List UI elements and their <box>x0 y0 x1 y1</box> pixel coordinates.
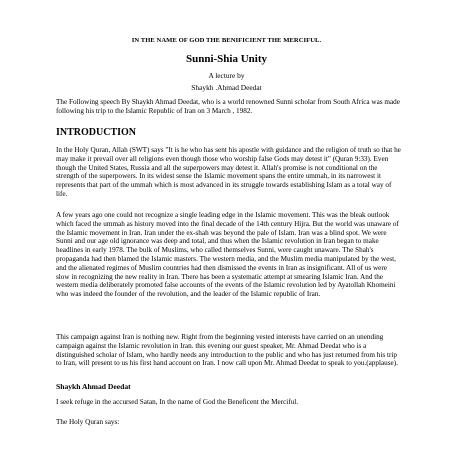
intro-note: The Following speech By Shaykh Ahmad Deedat, who is a world renowned Sunni scholar from South Africa was made following his trip to the Islamic Republic of Iran on 3 March , 1982. <box>56 98 400 115</box>
bismillah-header: IN THE NAME OF GOD THE BENIFICIENT THE MERCIFUL. <box>131 37 322 44</box>
byline: A lecture by <box>208 71 245 80</box>
speaker-heading: Shaykh Ahmad Deedat <box>56 382 131 391</box>
document-title: Sunni-Shia Unity <box>185 53 267 65</box>
author-name: Shaykh .Ahmad Deedat <box>191 83 262 92</box>
closing-line: The Holy Quran says: <box>56 418 120 426</box>
speaker-opening: I seek refuge in the accursed Satan, In the name of God the Beneficent the Merciful. <box>56 398 299 406</box>
paragraph-3: This campaign against Iran is nothing new. Right from the beginning vested interests have carried on an unending campaign against the Islamic revolution in Iran. this evening our guest speaker, Mr. Ahmad Deedat who is a distinguished scholar of Islam, who hardly needs any introduction to the public and who has just returned from his trip to Iran, will present to us his first hand account on Iran. I now call upon Mr. Ahmad Deedat to speak to you.(applause). <box>56 333 398 368</box>
paragraph-2: A few years ago one could not recognize a single leading edge in the Islamic movement. This was the bleak outlook which faced the ummah as history moved into the final decade of the 14th century Hijra. But the world was unaware of the Islamic movement in Iran. Iran under the ex-shah was beyond the pale of Islam. Iran was a blind spot. We were Sunni and our age old ignorance was deep and total, and thus when the Islamic revolution in Iran began to make headlines in early 1978. The bulk of Muslims, who called themselves Sunni, were caught unaware. The Shah's propaganda had then blamed the Islamic masters. The western media, and the Muslim media manipulated by the west, and the alienated regimes of Muslim countries had then dismissed the events in Iran as insignificant. All of us were slow in recognizing the new reality in Iran. There has been a systematic attempt at smearing Islamic Iran. And the western media deliberately promoted false accounts of the events of the Islamic revolution led by Ayatollah Khomeini who was indeed the founder of the revolution, and the leader of the Islamic republic of Iran. <box>56 211 399 299</box>
paragraph-1: In the Holy Quran, Allah (SWT) says "It is he who has sent his apostle with guidance and the religion of truth so that he may make it prevail over all religions even though those who worship false Gods may detest it" (Quran 9:33). Even though the United States, Russia and all the superpowers may detest it. Allah's promise is not conditional on the strength of the superpowers. In its widest sense the Islamic movement spans the entire ummah, in its narrowest it represents that part of the ummah which is most advanced in its struggle towards establishing Islam as a total way of life. <box>56 146 401 198</box>
section-heading: INTRODUCTION <box>56 127 137 138</box>
